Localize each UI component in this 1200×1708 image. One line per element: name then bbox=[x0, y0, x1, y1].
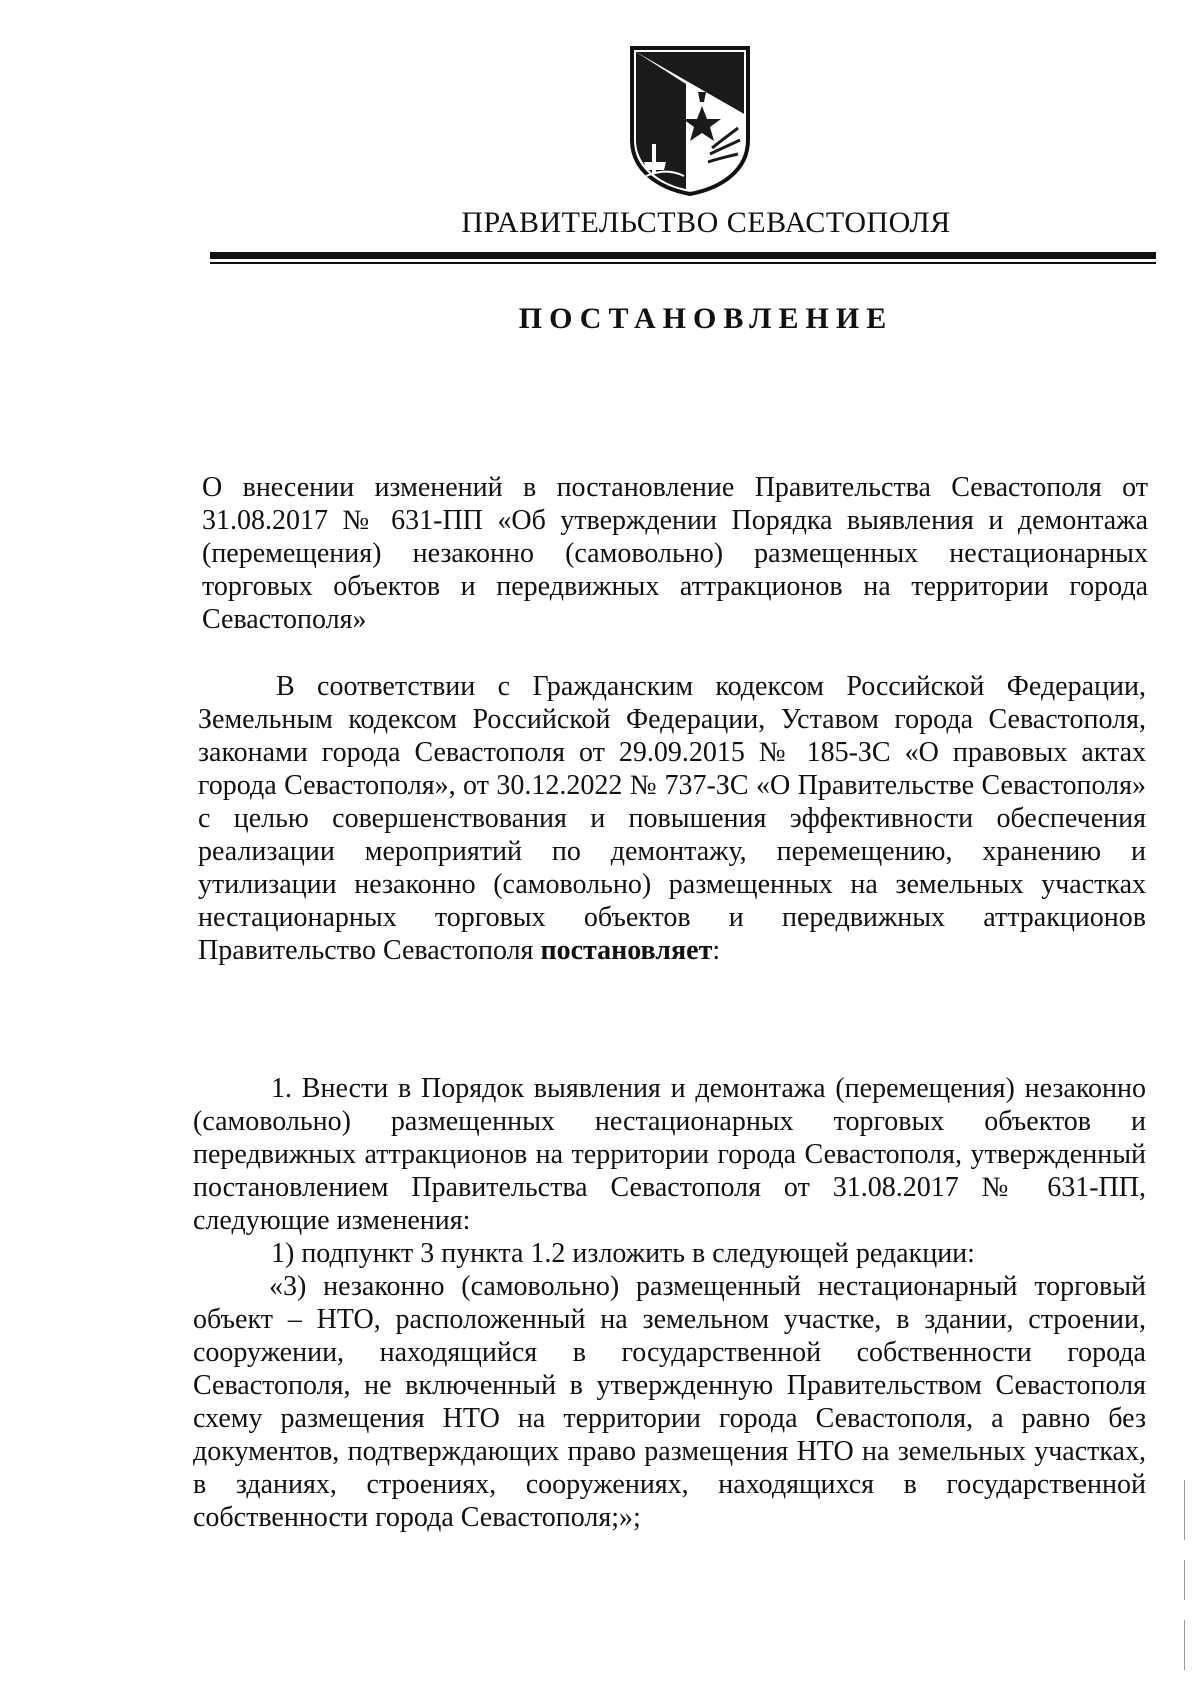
scan-edge-mark bbox=[1184, 1560, 1185, 1600]
header-divider-thick bbox=[210, 252, 1156, 259]
scan-edge-mark bbox=[1184, 1480, 1185, 1540]
header-divider-thin bbox=[210, 262, 1156, 264]
document-type-title: ПОСТАНОВЛЕНИЕ bbox=[518, 302, 894, 335]
item-1-paragraph: 1. Внести в Порядок выявления и демонтажа (перемещения) незаконно (самовольно) размещенных нестационарных торговых объектов и передвижных аттракционов на территории города Севастополя, утвержденный постановлением Правительства Севастополя от 31.08.2017 № 631-ПП, следующие изменения: bbox=[193, 1073, 1146, 1236]
decree-colon: : bbox=[712, 935, 721, 966]
decree-items bbox=[193, 1072, 1146, 1534]
sevastopol-coat-of-arms-icon bbox=[626, 44, 754, 196]
scan-edge-mark bbox=[1184, 1620, 1185, 1670]
quoted-amendment-paragraph: «3) незаконно (самовольно) размещенный нестационарный торговый объект – НТО, расположенный на земельном участке, в здании, строении, сооружении, находящийся в государственной собственности города Севастополя, не включенный в утвержденную Правительством Севастополя схему размещения НТО на территории города Севастополя, а равно без документов, подтверждающих право размещения НТО на земельных участках, в зданиях, строениях, сооружениях, находящихся в государственной собственности города Севастополя;»; bbox=[193, 1271, 1146, 1533]
subitem-1-paragraph: 1) подпункт 3 пункта 1.2 изложить в следующей редакции: bbox=[271, 1238, 975, 1269]
preamble-paragraph bbox=[198, 670, 1146, 967]
decree-word: постановляет bbox=[540, 935, 713, 966]
document-subject bbox=[202, 471, 1148, 636]
preamble-text: В соответствии с Гражданским кодексом Российской Федерации, Земельным кодексом Российской Федерации, Уставом города Севастополя, законами города Севастополя от 29.09.2015 № 185-ЗС «О правовых актах города Севастополя», от 30.12.2022 № 737-ЗС «О Правительстве Севастополя» с целью совершенствования и повышения эффективности обеспечения реализации мероприятий по демонтажу, перемещению, хранению и утилизации незаконно (самовольно) размещенных на земельных участках нестационарных торговых объектов и передвижных аттракционов Правительство Севастополя bbox=[198, 671, 1146, 966]
preamble bbox=[198, 670, 1146, 967]
subject-paragraph: О внесении изменений в постановление Правительства Севастополя от 31.08.2017 № 631-ПП «Об утверждении Порядка выявления и демонтажа (перемещения) незаконно (самовольно) размещенных нестационарных торговых объектов и передвижных аттракционов на территории города Севастополя» bbox=[202, 472, 1148, 635]
government-name: ПРАВИТЕЛЬСТВО СЕВАСТОПОЛЯ bbox=[461, 206, 951, 239]
